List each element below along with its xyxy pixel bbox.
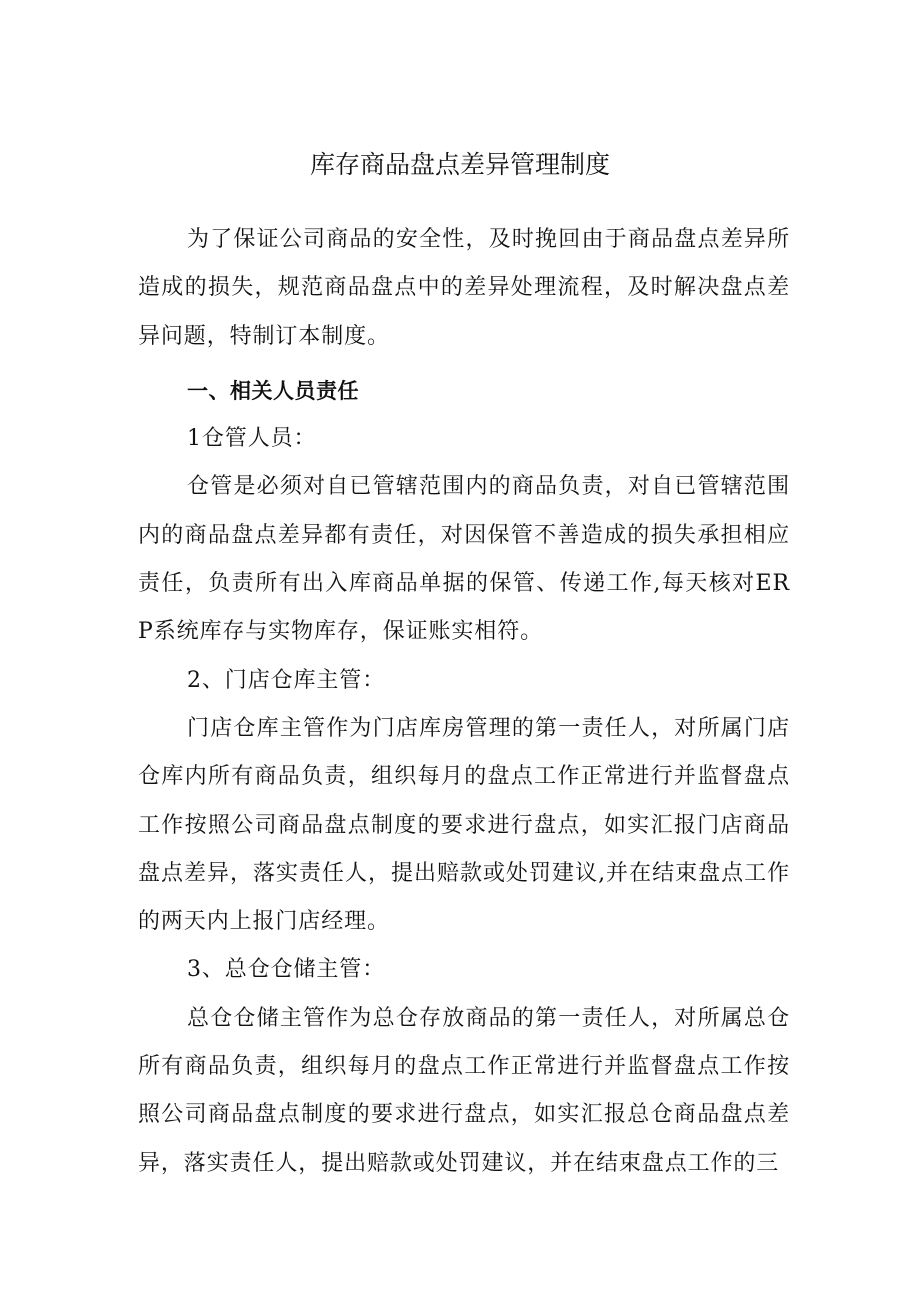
role-2-label: 2、门店仓库主管：	[187, 667, 386, 693]
role-3-label: 3、总仓仓储主管：	[187, 957, 386, 983]
intro-paragraph: 为了保证公司商品的安全性，及时挽回由于商品盘点差异所造成的损失，规范商品盘点中的差异处理流程，及时解决盘点差异问题，特制订本制度。	[138, 227, 790, 349]
role-2-paragraph: 门店仓库主管作为门店库房管理的第一责任人，对所属门店仓库内所有商品负责，组织每月的盘点工作正常进行并监督盘点工作按照公司商品盘点制度的要求进行盘点，如实汇报门店商品盘点差异，落实责任人，提出赔款或处罚建议,并在结束盘点工作的两天内上报门店经理。	[138, 715, 790, 935]
role-1-label: 1仓管人员：	[187, 426, 317, 452]
section-heading: 一、相关人员责任	[187, 378, 359, 403]
document-body	[138, 216, 790, 1188]
role-3-paragraph: 总仓仓储主管作为总仓存放商品的第一责任人，对所属总仓所有商品负责，组织每月的盘点工作正常进行并监督盘点工作按照公司商品盘点制度的要求进行盘点，如实汇报总仓商品盘点差异，落实责任人，提出赔款或处罚建议，并在结束盘点工作的三	[138, 1005, 790, 1176]
document-title: 库存商品盘点差异管理制度	[309, 150, 610, 179]
role-1-paragraph: 仓管是必须对自已管辖范围内的商品负责，对自已管辖范围内的商品盘点差异都有责任，对因保管不善造成的损失承担相应责任，负责所有出入库商品单据的保管、传递工作,每天核对ERP系统库存与实物库存，保证账实相符。	[138, 474, 790, 645]
